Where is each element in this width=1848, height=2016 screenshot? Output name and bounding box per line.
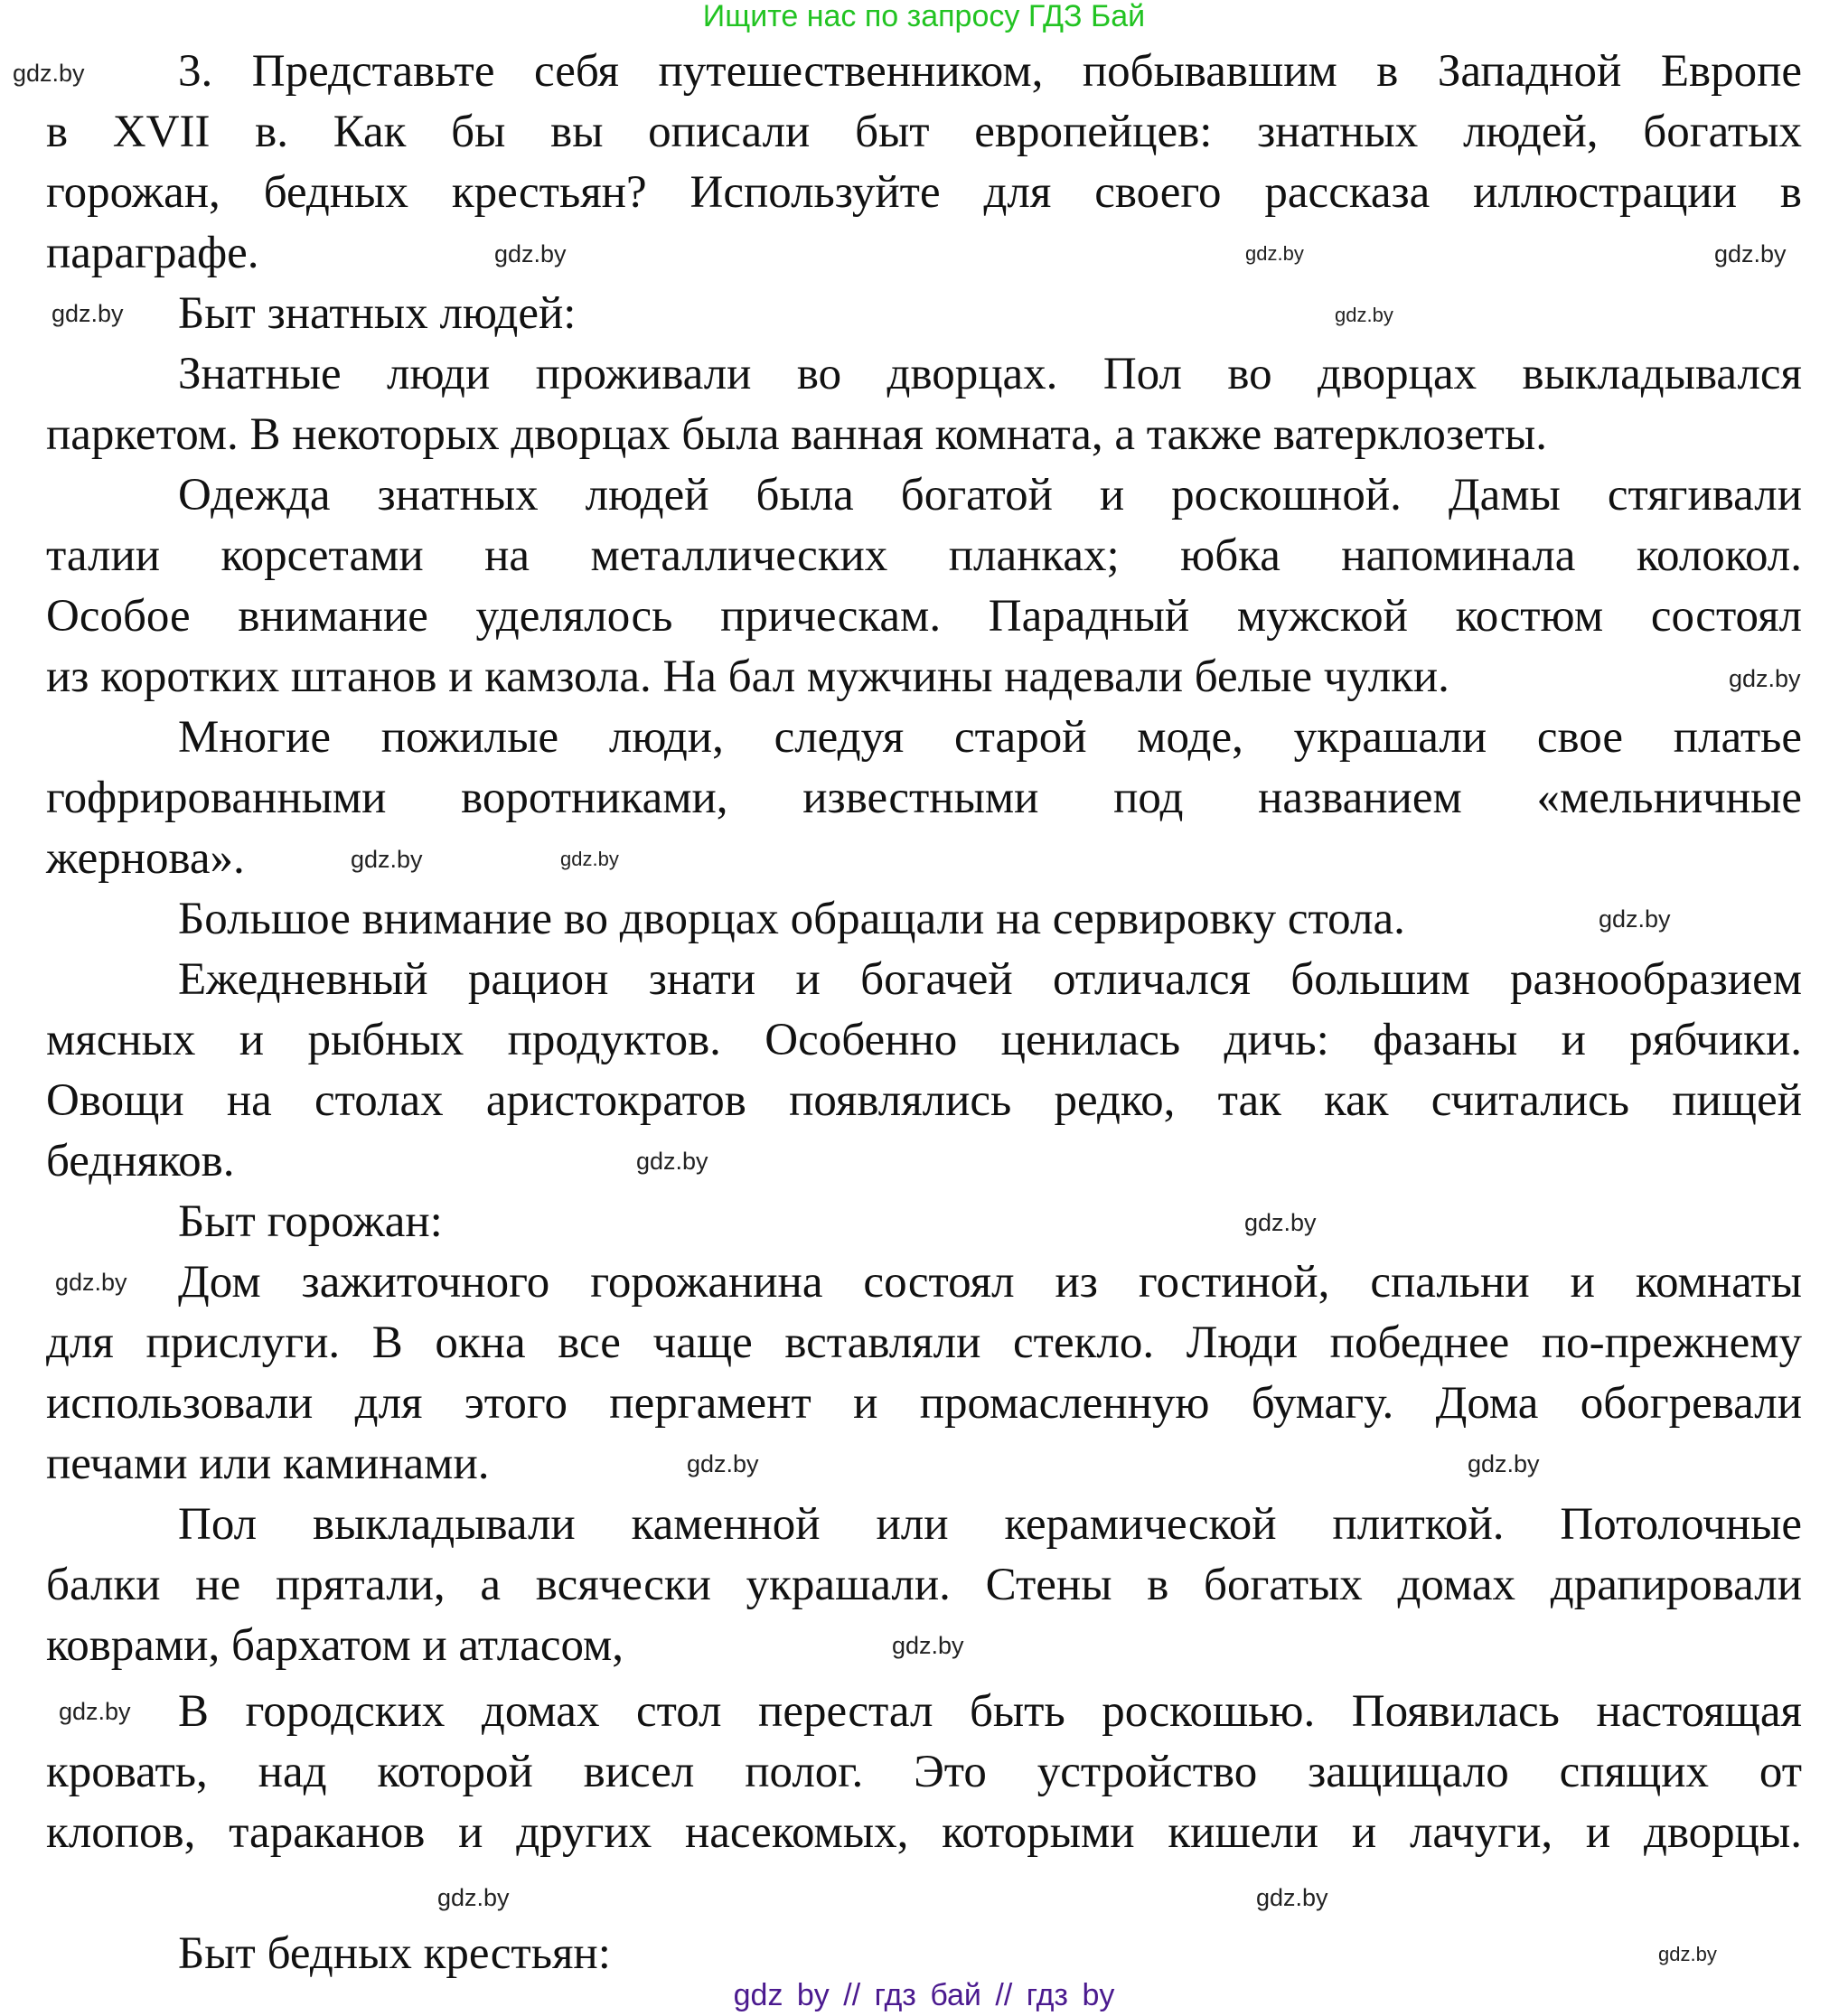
question-line: параграфе. (46, 228, 259, 278)
text-line: из коротких штанов и камзола. На бал мужчины надевали белые чулки. (46, 652, 1449, 702)
text-line: жернова». (46, 833, 245, 884)
watermark: gdz.by (1244, 1209, 1317, 1236)
watermark: gdz.by (560, 848, 619, 870)
watermark: gdz.by (494, 240, 567, 267)
text-line: паркетом. В некоторых дворцах была ванная комната, а также ватерклозеты. (46, 409, 1547, 460)
watermark: gdz.by (1729, 665, 1801, 692)
watermark: gdz.by (59, 1698, 131, 1725)
text-line: мясных и рыбных продуктов. Особенно ценилась дичь: фазаны и рябчики. (46, 1015, 1802, 1065)
text-line: Большое внимание во дворцах обращали на сервировку стола. (178, 894, 1405, 944)
text-line: использовали для этого пергамент и промасленную бумагу. Дома обогревали (46, 1378, 1802, 1429)
watermark: gdz.by (1468, 1450, 1540, 1477)
text-line: В городских домах стол перестал быть роскошью. Появилась настоящая (178, 1686, 1802, 1737)
text-line: Особое внимание уделялось прическам. Парадный мужской костюм состоял (46, 591, 1802, 642)
text-line: кровать, над которой висел полог. Это устройство защищало спящих от (46, 1747, 1802, 1797)
section-heading-townspeople: Быт горожан: (178, 1196, 443, 1247)
text-line: коврами, бархатом и атласом, (46, 1620, 624, 1671)
section-heading-nobles: Быт знатных людей: (178, 288, 577, 339)
watermark: gdz.by (687, 1450, 759, 1477)
watermark: gdz.by (1335, 304, 1393, 326)
search-hint-banner: Ищите нас по запросу ГДЗ Бай (702, 0, 1146, 33)
text-line: Дом зажиточного горожанина состоял из гостиной, спальни и комнаты (178, 1257, 1802, 1308)
watermark: gdz.by (52, 300, 124, 327)
watermark: gdz.by (351, 846, 423, 873)
site-footer-banner: gdz by // гдз бай // гдз by (733, 1978, 1115, 2012)
question-line: 3. Представьте себя путешественником, побывавшим в Западной Европе (178, 46, 1802, 97)
question-line: горожан, бедных крестьян? Используйте для своего рассказа иллюстрации в (46, 167, 1802, 218)
text-line: гофрированными воротниками, известными под названием «мельничные (46, 773, 1802, 823)
watermark: gdz.by (13, 60, 85, 87)
text-line: балки не прятали, а всячески украшали. Стены в богатых домах драпировали (46, 1560, 1802, 1610)
watermark: gdz.by (1256, 1884, 1328, 1911)
text-line: для прислуги. В окна все чаще вставляли стекло. Люди победнее по-прежнему (46, 1317, 1802, 1368)
text-line: печами или каминами. (46, 1439, 490, 1489)
text-line: Ежедневный рацион знати и богачей отличался большим разнообразием (178, 954, 1802, 1005)
watermark: gdz.by (892, 1632, 964, 1659)
section-heading-peasants: Быт бедных крестьян: (178, 1928, 611, 1979)
text-line: Многие пожилые люди, следуя старой моде, украшали свое платье (178, 712, 1802, 763)
watermark: gdz.by (437, 1884, 510, 1911)
watermark: gdz.by (1714, 240, 1787, 267)
text-line: Одежда знатных людей была богатой и роскошной. Дамы стягивали (178, 470, 1802, 520)
text-line: Овощи на столах аристократов появлялись редко, так как считались пищей (46, 1075, 1802, 1126)
watermark: gdz.by (636, 1148, 708, 1175)
watermark: gdz.by (1599, 905, 1671, 933)
question-line: в XVII в. Как бы вы описали быт европейцев: знатных людей, богатых (46, 107, 1802, 157)
text-line: Пол выкладывали каменной или керамической плиткой. Потолочные (178, 1499, 1802, 1550)
text-line: Знатные люди проживали во дворцах. Пол во дворцах выкладывался (178, 349, 1802, 399)
text-line: талии корсетами на металлических планках; юбка напоминала колокол. (46, 530, 1802, 581)
text-line: клопов, тараканов и других насекомых, которыми кишели и лачуги, и дворцы. (46, 1807, 1802, 1858)
text-line: бедняков. (46, 1136, 235, 1186)
blank-line (46, 1863, 1802, 1924)
homework-answer-text (46, 42, 1802, 1984)
watermark: gdz.by (1658, 1943, 1717, 1965)
watermark: gdz.by (55, 1269, 127, 1296)
watermark: gdz.by (1245, 242, 1304, 265)
